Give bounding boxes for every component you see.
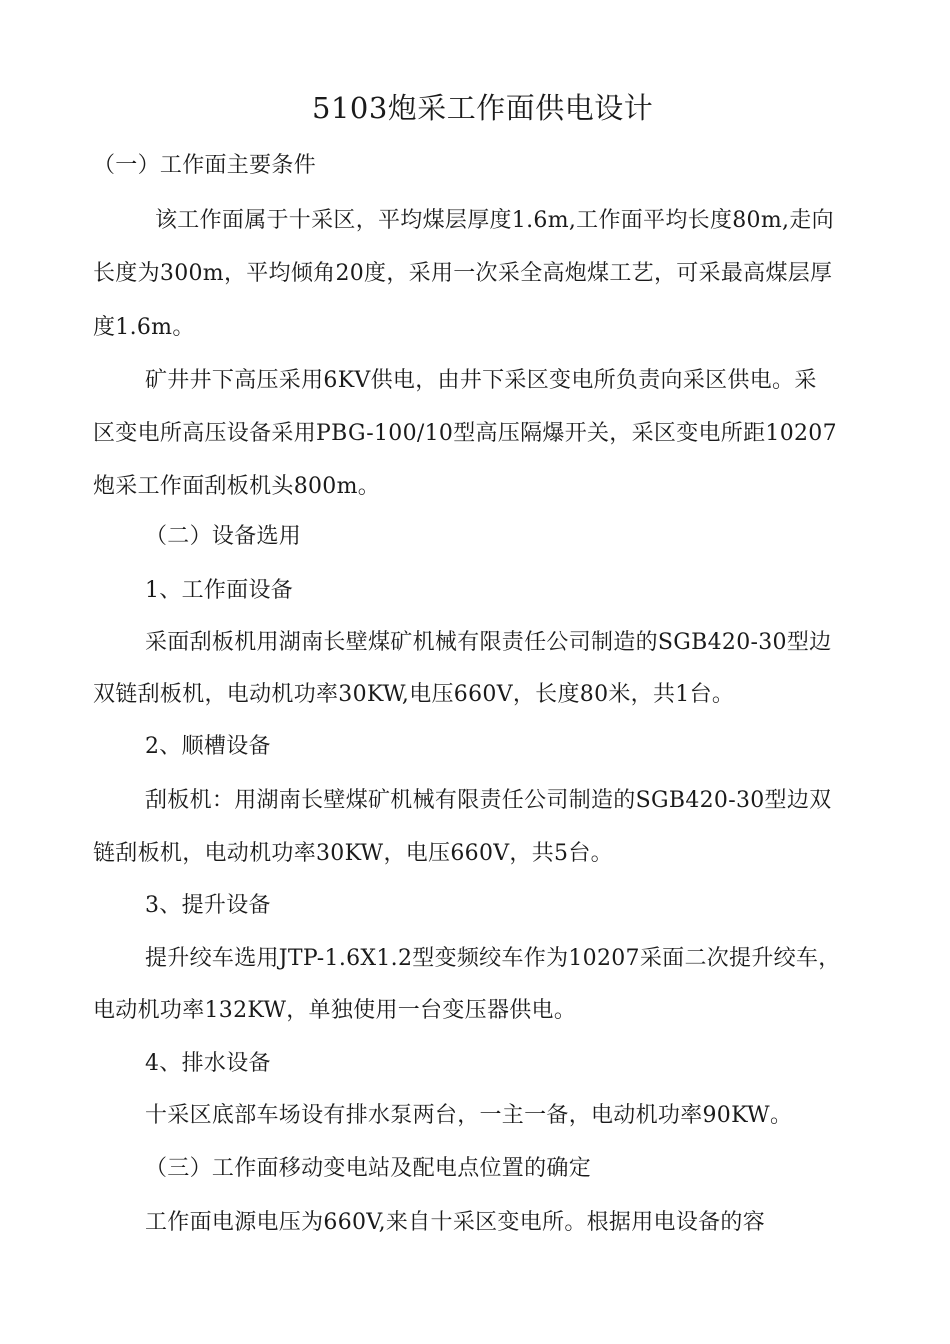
subsection-heading: 2、顺槽设备	[145, 734, 271, 759]
paragraph-line: 采面刮板机用湖南长壁煤矿机械有限责任公司制造的SGB420-30型边	[145, 630, 832, 655]
paragraph-line: 区变电所高压设备采用PBG-100/10型高压隔爆开关，采区变电所距10207	[93, 421, 837, 446]
paragraph-line: 十采区底部车场设有排水泵两台，一主一备，电动机功率90KW。	[145, 1103, 793, 1128]
section-heading-1: （一）工作面主要条件	[93, 153, 317, 178]
paragraph-line: 度1.6m。	[93, 315, 195, 340]
subsection-heading: 3、提升设备	[145, 893, 271, 918]
paragraph-line: 双链刮板机，电动机功率30KW,电压660V，长度80米，共1台。	[93, 682, 735, 707]
subsection-heading: 4、排水设备	[145, 1051, 271, 1076]
section-heading-3: （三）工作面移动变电站及配电点位置的确定	[145, 1156, 592, 1181]
paragraph-line: 链刮板机，电动机功率30KW，电压660V，共5台。	[93, 841, 613, 866]
paragraph-line: 该工作面属于十采区，平均煤层厚度1.6m,工作面平均长度80m,走向	[155, 208, 834, 233]
paragraph-line: 工作面电源电压为660V,来自十采区变电所。根据用电设备的容	[145, 1210, 766, 1235]
paragraph-line: 矿井井下高压采用6KV供电，由井下采区变电所负责向采区供电。采	[145, 368, 817, 393]
paragraph-line: 炮采工作面刮板机头800m。	[93, 474, 381, 499]
document-title: 5103炮采工作面供电设计	[312, 91, 654, 125]
section-heading-2: （二）设备选用	[145, 524, 302, 549]
paragraph-line: 电动机功率132KW，单独使用一台变压器供电。	[93, 998, 577, 1023]
paragraph-line: 提升绞车选用JTP-1.6X1.2型变频绞车作为10207采面二次提升绞车，	[145, 946, 841, 971]
subsection-heading: 1、工作面设备	[145, 578, 294, 603]
paragraph-line: 长度为300m，平均倾角20度，采用一次采全高炮煤工艺，可采最高煤层厚	[93, 261, 833, 286]
paragraph-line: 刮板机：用湖南长壁煤矿机械有限责任公司制造的SGB420-30型边双	[145, 788, 832, 813]
